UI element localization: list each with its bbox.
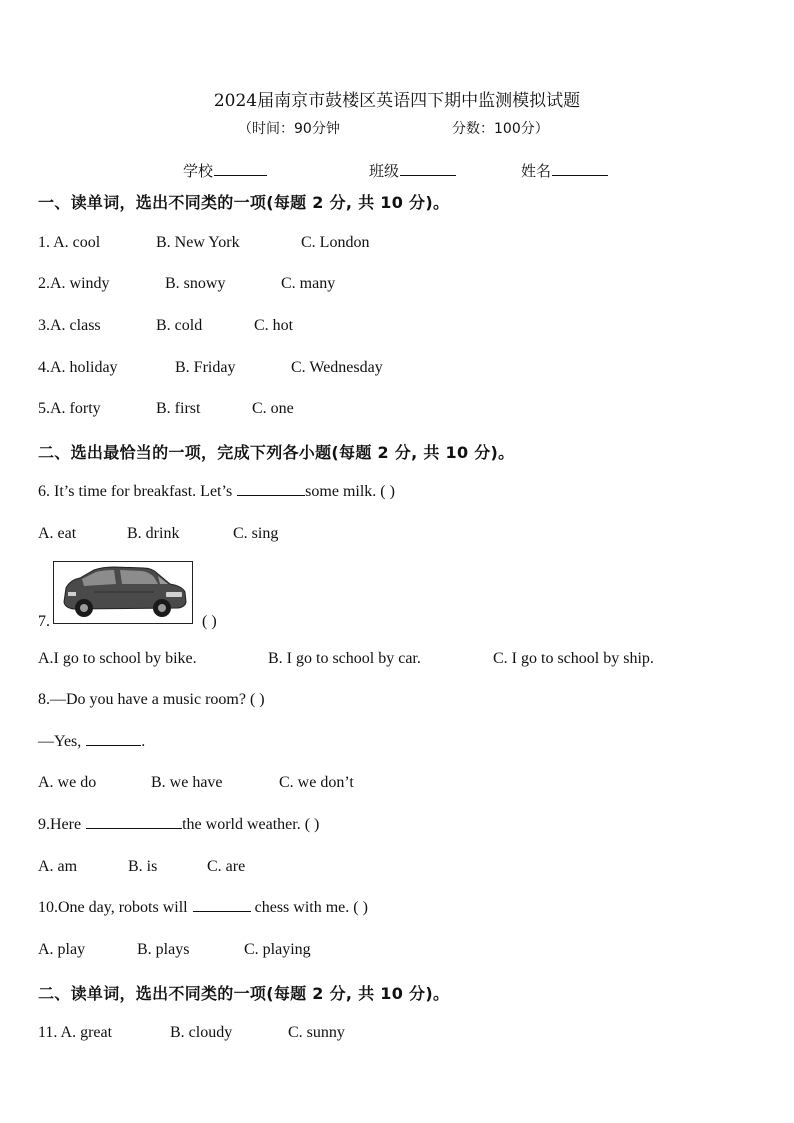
question-8-blank[interactable] [86,744,141,746]
question-7-a: A.I go to school by bike. [38,650,197,667]
question-6-stem-start: 6. It’s time for breakfast. Let’s [38,483,237,500]
question-7-answer-paren: ( ) [202,613,217,630]
exam-time: （时间：90分钟 [238,121,340,137]
question-3-a: 3.A. class [38,317,101,334]
section-2-heading: 二、选出最恰当的一项，完成下列各小题(每题 2 分, 共 10 分)。 [38,443,515,462]
question-6-a: A. eat [38,525,77,542]
question-2-b: B. snowy [165,275,226,292]
name-label: 姓名 [521,162,552,180]
question-2-a: 2.A. windy [38,275,110,292]
question-10-b: B. plays [137,941,190,958]
question-10-stem-end: chess with me. ( ) [250,899,368,916]
section-3-heading: 二、读单词，选出不同类的一项(每题 2 分, 共 10 分)。 [38,984,450,1003]
question-10-c: C. playing [244,941,311,958]
question-5-c: C. one [252,400,294,417]
question-8-c: C. we don’t [279,774,354,791]
question-8-answer-end: . [141,733,146,750]
question-6-b: B. drink [127,525,180,542]
question-8-answer [38,733,145,751]
name-blank[interactable] [552,174,608,176]
exam-score: 分数：100分） [452,121,549,137]
question-3-c: C. hot [254,317,294,334]
question-6-blank[interactable] [237,494,305,496]
exam-title: 2024届南京市鼓楼区英语四下期中监测模拟试题 [213,91,581,111]
question-9-stem-start: 9.Here [38,816,86,833]
question-4-b: B. Friday [175,359,236,376]
question-1-c: C. London [301,234,370,251]
question-8-answer-start: —Yes, [38,733,86,750]
question-8-stem: 8.—Do you have a music room? ( ) [38,691,265,708]
question-9-b: B. is [128,858,158,875]
class-label: 班级 [369,162,400,180]
question-10-stem-start: 10.One day, robots will [38,899,192,916]
section-1-heading: 一、读单词，选出不同类的一项(每题 2 分, 共 10 分)。 [38,193,450,212]
question-10-blank[interactable] [193,910,251,912]
school-field [183,160,267,181]
question-5-b: B. first [156,400,201,417]
question-8-b: B. we have [151,774,223,791]
question-10-a: A. play [38,941,86,958]
question-9-blank[interactable] [86,827,182,829]
question-11-a: 11. A. great [38,1024,113,1041]
question-9-stem-end: the world weather. ( ) [182,816,320,833]
question-3-b: B. cold [156,317,203,334]
question-4-c: C. Wednesday [291,359,383,376]
question-6-stem [38,483,395,501]
question-2-c: C. many [281,275,336,292]
question-11-b: B. cloudy [170,1024,233,1041]
question-6-stem-end: some milk. ( ) [305,483,395,500]
question-9-a: A. am [38,858,78,875]
question-7-number: 7. [38,613,50,630]
school-label: 学校 [183,162,214,180]
question-7-b: B. I go to school by car. [268,650,421,667]
car-image [53,561,193,624]
name-field [521,160,608,181]
question-9-c: C. are [207,858,246,875]
class-field [369,160,456,181]
question-1-b: B. New York [156,234,240,251]
question-11-c: C. sunny [288,1024,345,1041]
question-8-a: A. we do [38,774,97,791]
question-1-a: 1. A. cool [38,234,101,251]
car-icon [54,562,191,622]
question-10-stem [38,899,368,917]
question-7-c: C. I go to school by ship. [493,650,654,667]
class-blank[interactable] [400,174,456,176]
question-4-a: 4.A. holiday [38,359,118,376]
question-5-a: 5.A. forty [38,400,101,417]
question-6-c: C. sing [233,525,279,542]
school-blank[interactable] [214,174,267,176]
question-9-stem [38,816,319,834]
